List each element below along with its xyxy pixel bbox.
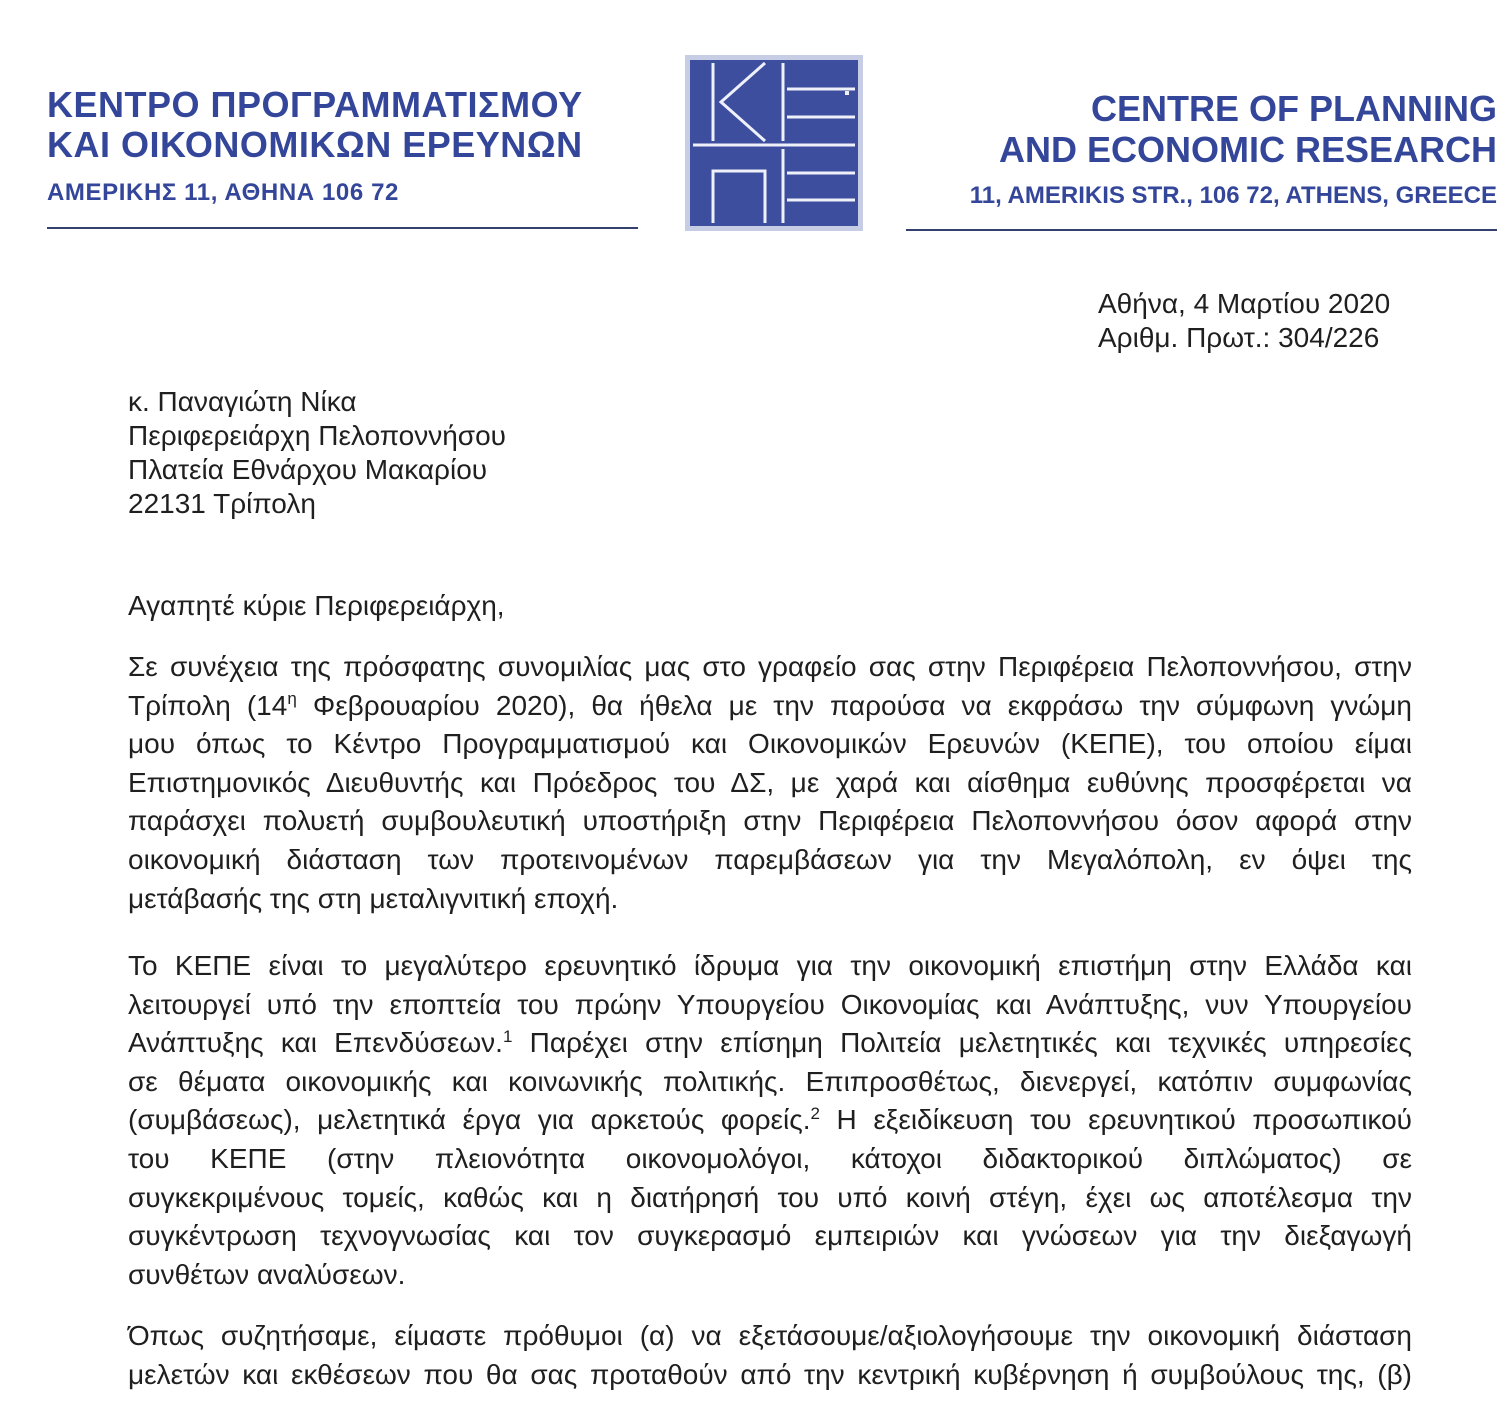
footnote-ref-2: 2 — [810, 1104, 820, 1124]
recipient-city: 22131 Τρίπολη — [128, 488, 316, 519]
paragraph-2 — [128, 947, 1412, 1294]
letterhead-rule-right — [906, 229, 1497, 231]
paragraph-line: Σε συνέχεια της πρόσφατης συνομιλίας μας στο γραφείο σας στην Περιφέρεια Πελοποννήσου, στην — [128, 651, 1412, 682]
letterhead-greek — [47, 85, 583, 207]
footnote-ref-1: 1 — [502, 1027, 513, 1046]
org-name-greek-line2: ΚΑΙ ΟΙΚΟΝΟΜΙΚΩΝ ΕΡΕΥΝΩΝ — [47, 124, 583, 165]
org-address-greek: ΑΜΕΡΙΚΗΣ 11, ΑΘΗΝΑ 106 72 — [47, 179, 399, 206]
protocol-number: Αριθμ. Πρωτ.: 304/226 — [1098, 322, 1380, 353]
salutation: Αγαπητέ κύριε Περιφερειάρχη, — [128, 590, 505, 621]
recipient-street: Πλατεία Εθνάρχου Μακαρίου — [128, 454, 488, 485]
org-name-english-line1: CENTRE OF PLANNING — [1090, 88, 1497, 129]
paragraph-line: συγκέντρωση τεχνογνωσίας και τον συγκερασμό εμπειριών και γνώσεων για την διεξαγωγή — [128, 1220, 1412, 1252]
line-text: Η εξειδίκευση του ερευνητικού προσωπικού — [819, 1104, 1412, 1136]
recipient-title: Περιφερειάρχη Πελοποννήσου — [128, 420, 506, 451]
org-name-english-line2: AND ECONOMIC RESEARCH — [998, 129, 1497, 170]
paragraph-line: Το ΚΕΠΕ είναι το μεγαλύτερο ερευνητικό ίδρυμα για την οικονομική επιστήμη στην Ελλάδα και — [128, 950, 1412, 981]
recipient-name: κ. Παναγιώτη Νίκα — [128, 386, 357, 417]
paragraph-line — [128, 1101, 1412, 1140]
paragraph-line: λειτουργεί υπό την εποπτεία του πρώην Υπουργείου Οικονομίας και Ανάπτυξης, νυν Υπουργείου — [128, 988, 1412, 1020]
line-text: Ανάπτυξης και Επενδύσεων. — [128, 1027, 503, 1059]
line-text: Παρέχει στην επίσημη Πολιτεία μελετητικές και τεχνικές υπηρεσίες — [512, 1027, 1413, 1059]
line-text: Φεβρουαρίου 2020), θα ήθελα με την παρούσα να εκφράσω την σύμφωνη γνώμη — [296, 689, 1412, 721]
paragraph-line — [128, 1024, 1412, 1063]
paragraph-line: του ΚΕΠΕ (στην πλειονότητα οικονομολόγοι, κάτοχοι διδακτορικού διπλώματος) σε — [128, 1142, 1412, 1174]
paragraph-line: σε θέματα οικονομικής και κοινωνικής πολιτικής. Επιπροσθέτως, διενεργεί, κατόπιν συμφωνίας — [128, 1065, 1412, 1097]
paragraph-line — [128, 687, 1412, 726]
paragraph-line: συνθέτων αναλύσεων. — [128, 1258, 406, 1290]
letter-date: Αθήνα, 4 Μαρτίου 2020 — [1098, 288, 1391, 319]
paragraph-line: Όπως συζητήσαμε, είμαστε πρόθυμοι (α) να εξετάσουμε/αξιολογήσουμε την οικονομική διάσταση — [128, 1320, 1412, 1351]
line-text: Τρίπολη (14 — [128, 689, 288, 721]
paragraph-line: παράσχει πολυετή συμβουλευτική υποστήριξη στην Περιφέρεια Πελοποννήσου όσον αφορά στην — [128, 805, 1412, 837]
ordinal-superscript: η — [287, 689, 297, 709]
kepe-logo — [685, 55, 863, 231]
date-block — [1098, 287, 1390, 355]
org-address-english: 11, AMERIKIS STR., 106 72, ATHENS, GREECE — [969, 182, 1497, 209]
recipient-address — [128, 385, 506, 521]
kepe-logo-graphic — [685, 55, 863, 231]
paragraph-line: Επιστημονικός Διευθυντής και Πρόεδρος του ΔΣ, με χαρά και αίσθημα ευθύνης προσφέρεται να — [128, 766, 1412, 798]
org-name-greek-line1: ΚΕΝΤΡΟ ΠΡΟΓΡΑΜΜΑΤΙΣΜΟΥ — [47, 84, 583, 125]
letterhead-rule-left — [47, 227, 638, 229]
paragraph-3 — [128, 1317, 1412, 1394]
paragraph-1 — [128, 648, 1412, 918]
paragraph-line: οικονομική διάσταση των προτεινομένων παρεμβάσεων για την Μεγαλόπολη, εν όψει της — [128, 843, 1412, 875]
line-text: (συμβάσεως), μελετητικά έργα για αρκετούς φορείς. — [128, 1104, 811, 1136]
paragraph-line: μου όπως το Κέντρο Προγραμματισμού και Οικονομικών Ερευνών (ΚΕΠΕ), του οποίου είμαι — [128, 728, 1412, 760]
letterhead-english — [970, 88, 1497, 210]
paragraph-line: μετάβασής της στη μεταλιγνιτική εποχή. — [128, 882, 619, 914]
paragraph-line: μελετών και εκθέσεων που θα σας προταθούν από την κεντρική κυβέρνηση ή συμβούλους της, (β) — [128, 1358, 1412, 1390]
paragraph-line: συγκεκριμένους τομείς, καθώς και η διατήρησή του υπό κοινή στέγη, έχει ως αποτέλεσμα την — [128, 1181, 1412, 1213]
